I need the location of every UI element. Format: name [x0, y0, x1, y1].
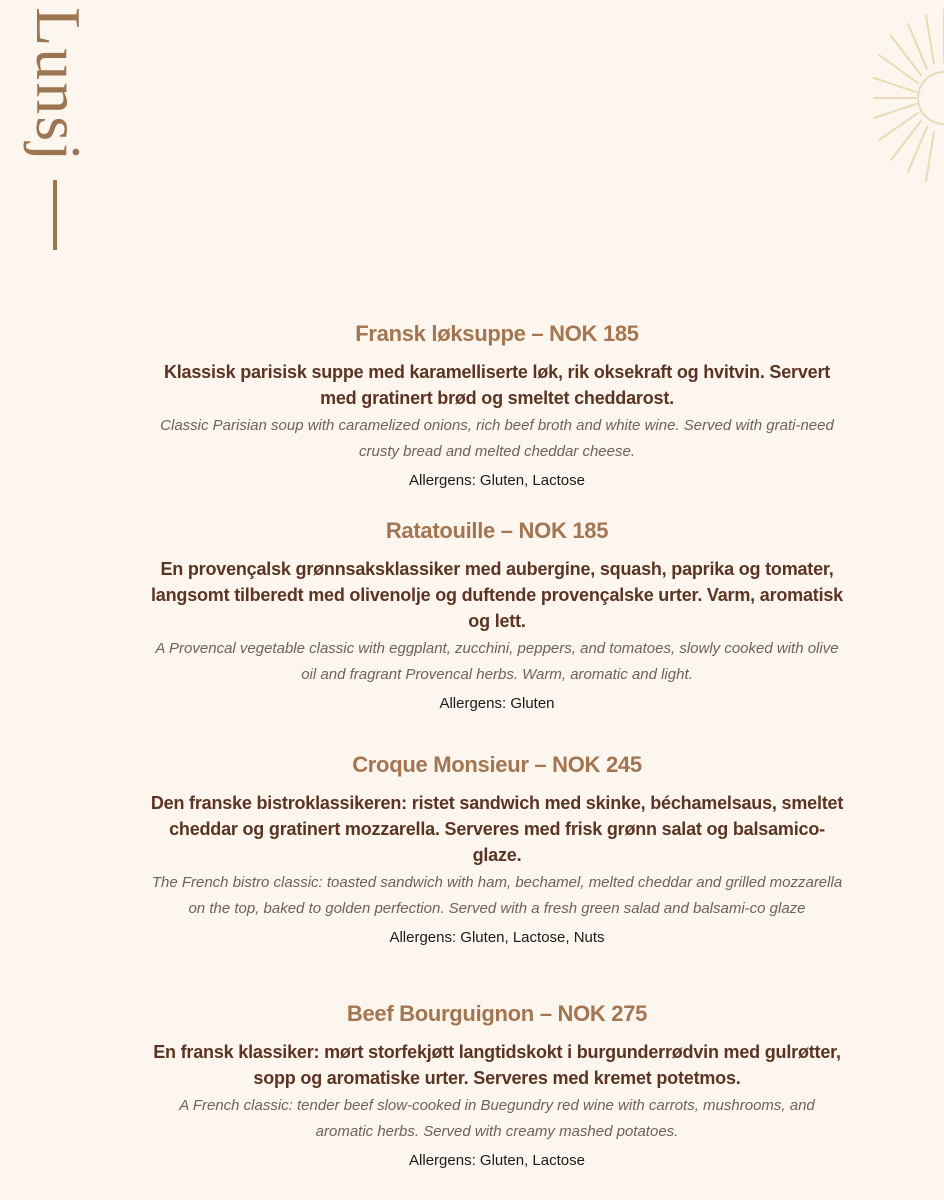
item-description-norwegian: Klassisk parisisk suppe med karamelliserte løk, rik oksekraft og hvitvin. Servert med gratinert brød og smeltet cheddarost. — [163, 362, 831, 408]
item-title: Ratatouille – NOK 185 — [385, 518, 609, 543]
item-description-english: A Provencal vegetable classic with eggplant, zucchini, peppers, and tomatoes, slowly cooked with olive oil and fragrant Provencal herbs. Warm, aromatic and light. — [155, 640, 839, 683]
menu-item-0 — [150, 319, 844, 493]
item-title: Croque Monsieur – NOK 245 — [352, 752, 642, 777]
item-title: Fransk løksuppe – NOK 185 — [355, 321, 639, 346]
item-allergens: Allergens: Gluten, Lactose — [409, 1152, 585, 1169]
sun-icon — [834, 0, 944, 200]
item-allergens: Allergens: Gluten — [439, 695, 555, 712]
item-description-norwegian: Den franske bistroklassikeren: ristet sandwich med skinke, béchamelsaus, smeltet cheddar og gratinert mozzarella. Serveres med frisk grønn salat og balsamico-glaze. — [150, 793, 844, 865]
item-description-english: A French classic: tender beef slow-cooked in Buegundry red wine with carrots, mushrooms, and aromatic herbs. Served with creamy mashed potatoes. — [179, 1097, 815, 1140]
item-description-english: Classic Parisian soup with caramelized onions, rich beef broth and white wine. Served with grati-need crusty bread and melted cheddar cheese. — [160, 417, 834, 460]
page-title — [8, 7, 108, 163]
item-allergens: Allergens: Gluten, Lactose — [409, 472, 585, 489]
menu-item-2 — [150, 750, 844, 950]
item-description-english: The French bistro classic: toasted sandwich with ham, bechamel, melted cheddar and grilled mozzarella on the top, baked to golden perfection. Served with a fresh green salad and balsami-co glaze — [151, 874, 843, 917]
item-description-norwegian: En fransk klassiker: mørt storfekjøtt langtidskokt i burgunderrødvin med gulrøtter, sopp og aromatiske urter. Serveres med kremet potetmos. — [153, 1042, 841, 1088]
title-divider — [53, 180, 57, 250]
page-title-text: Lunsj — [23, 7, 94, 163]
menu-item-3 — [150, 999, 844, 1173]
item-allergens: Allergens: Gluten, Lactose, Nuts — [389, 929, 605, 946]
item-title: Beef Bourguignon – NOK 275 — [346, 1001, 648, 1026]
item-description-norwegian: En provençalsk grønnsaksklassiker med aubergine, squash, paprika og tomater, langsomt tilberedt med olivenolje og duftende provençalske urter. Varm, aromatisk og lett. — [151, 559, 843, 631]
menu-item-1 — [150, 516, 844, 716]
